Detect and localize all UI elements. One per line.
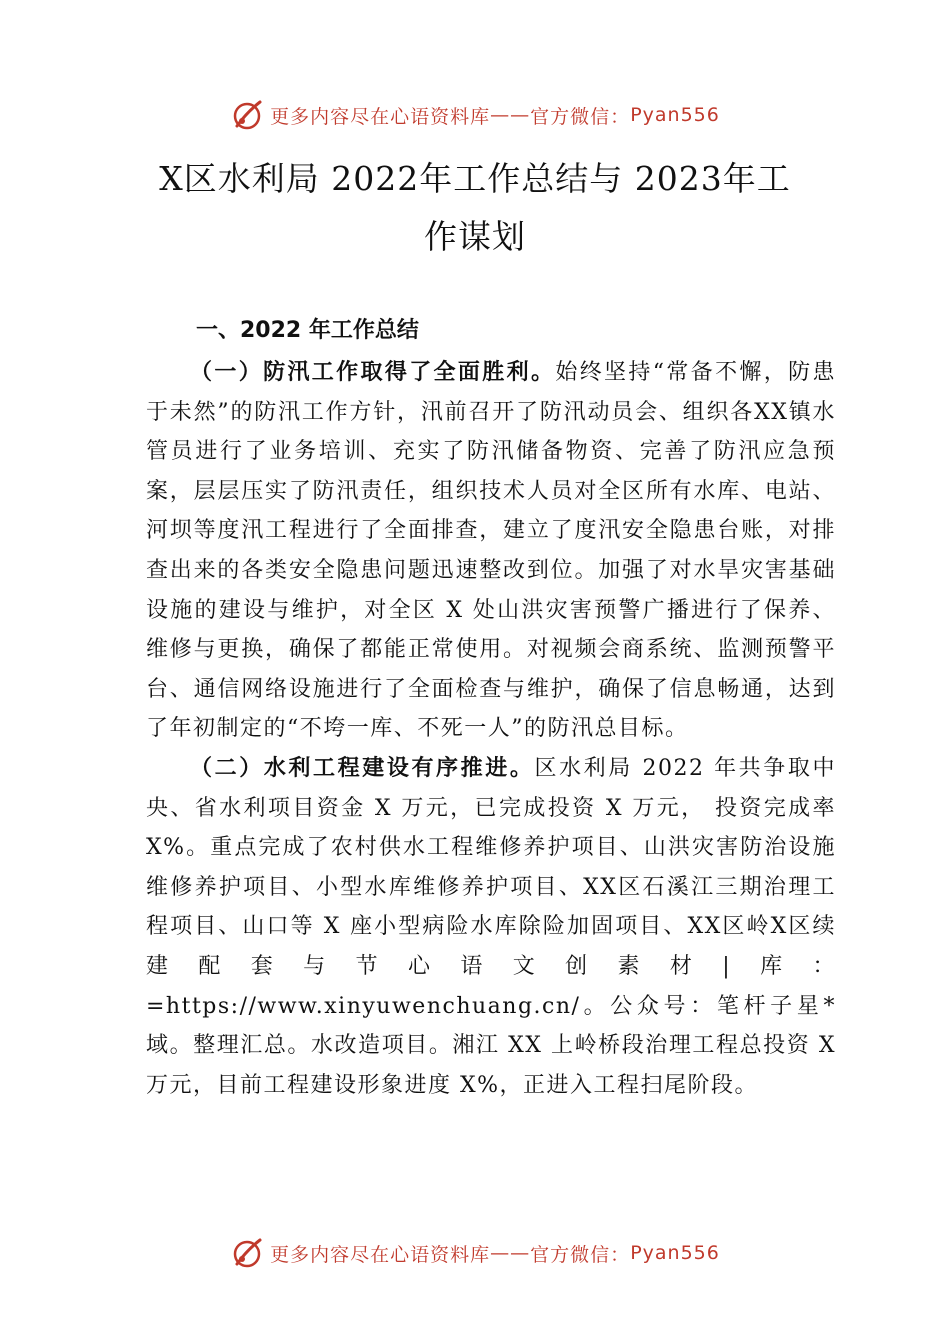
watermark-banner-top (0, 95, 950, 135)
section-heading-1: 一、2022 年工作总结 (196, 318, 419, 343)
brush-logo-icon (230, 1236, 264, 1270)
watermark-wechat-id: Pyan556 (630, 1242, 720, 1264)
watermark-wechat-label: 官方微信： (530, 105, 631, 128)
title-line-1: X区水利局 2022年工作总结与 2023年工 (159, 159, 791, 198)
watermark-banner-bottom (0, 1233, 950, 1273)
brush-logo-icon (230, 98, 264, 132)
watermark-dash: —— (490, 1242, 531, 1264)
paragraph-2-body: 区水利局 2022 年共争取中央、省水利项目资金 X 万元，已完成投资 X 万元， 投资完成率 X%。重点完成了农村供水工程维修养护项目、山洪灾害防治设施维修养护项目、小型水库维修养护项目、XX区石溪江三期治理工程项目、山口等 X 座小型病险水库除险加固项目、XX区岭X区续建配套与节心语文创素材|库：=https://www.xinyuwenchuang.cn/。公众号：笔杆子星*域。整理汇总。水改造项目。湘江 XX 上岭桥段治理工程总投资 X 万元，目前工程建设形象进度 X%，正进入工程扫尾阶段。 (146, 755, 836, 1098)
paragraph-1-body: 始终坚持“常备不懈，防患于未然”的防汛工作方针，汛前召开了防汛动员会、组织各XX镇水管员进行了业务培训、充实了防汛储备物资、完善了防汛应急预案，层层压实了防汛责任，组织技术人员对全区所有水库、电站、河坝等度汛工程进行了全面排查，建立了度汛安全隐患台账，对排查出来的各类安全隐患问题迅速整改到位。加强了对水旱灾害基础设施的建设与维护，对全区 X 处山洪灾害预警广播进行了保养、维修与更换，确保了都能正常使用。对视频会商系统、监测预警平台、通信网络设施进行了全面检查与维护，确保了信息畅通，达到了年初制定的“不垮一库、不死一人”的防汛总目标。 (146, 360, 836, 742)
paragraph-2-lead: （二）水利工程建设有序推进。 (190, 754, 535, 781)
watermark-wechat-id: Pyan556 (630, 104, 720, 126)
title-line-2: 作谋划 (424, 217, 526, 256)
document-body (146, 353, 836, 1105)
watermark-wechat-label: 官方微信： (530, 1243, 631, 1266)
paragraph-1-lead: （一）防汛工作取得了全面胜利。 (190, 359, 556, 385)
paragraph-water-projects (146, 749, 836, 1105)
watermark-text: 更多内容尽在心语资料库 (270, 1243, 491, 1266)
paragraph-flood-control (146, 353, 836, 749)
watermark-dash: —— (490, 104, 531, 126)
document-title (130, 150, 820, 266)
watermark-text: 更多内容尽在心语资料库 (270, 105, 491, 128)
